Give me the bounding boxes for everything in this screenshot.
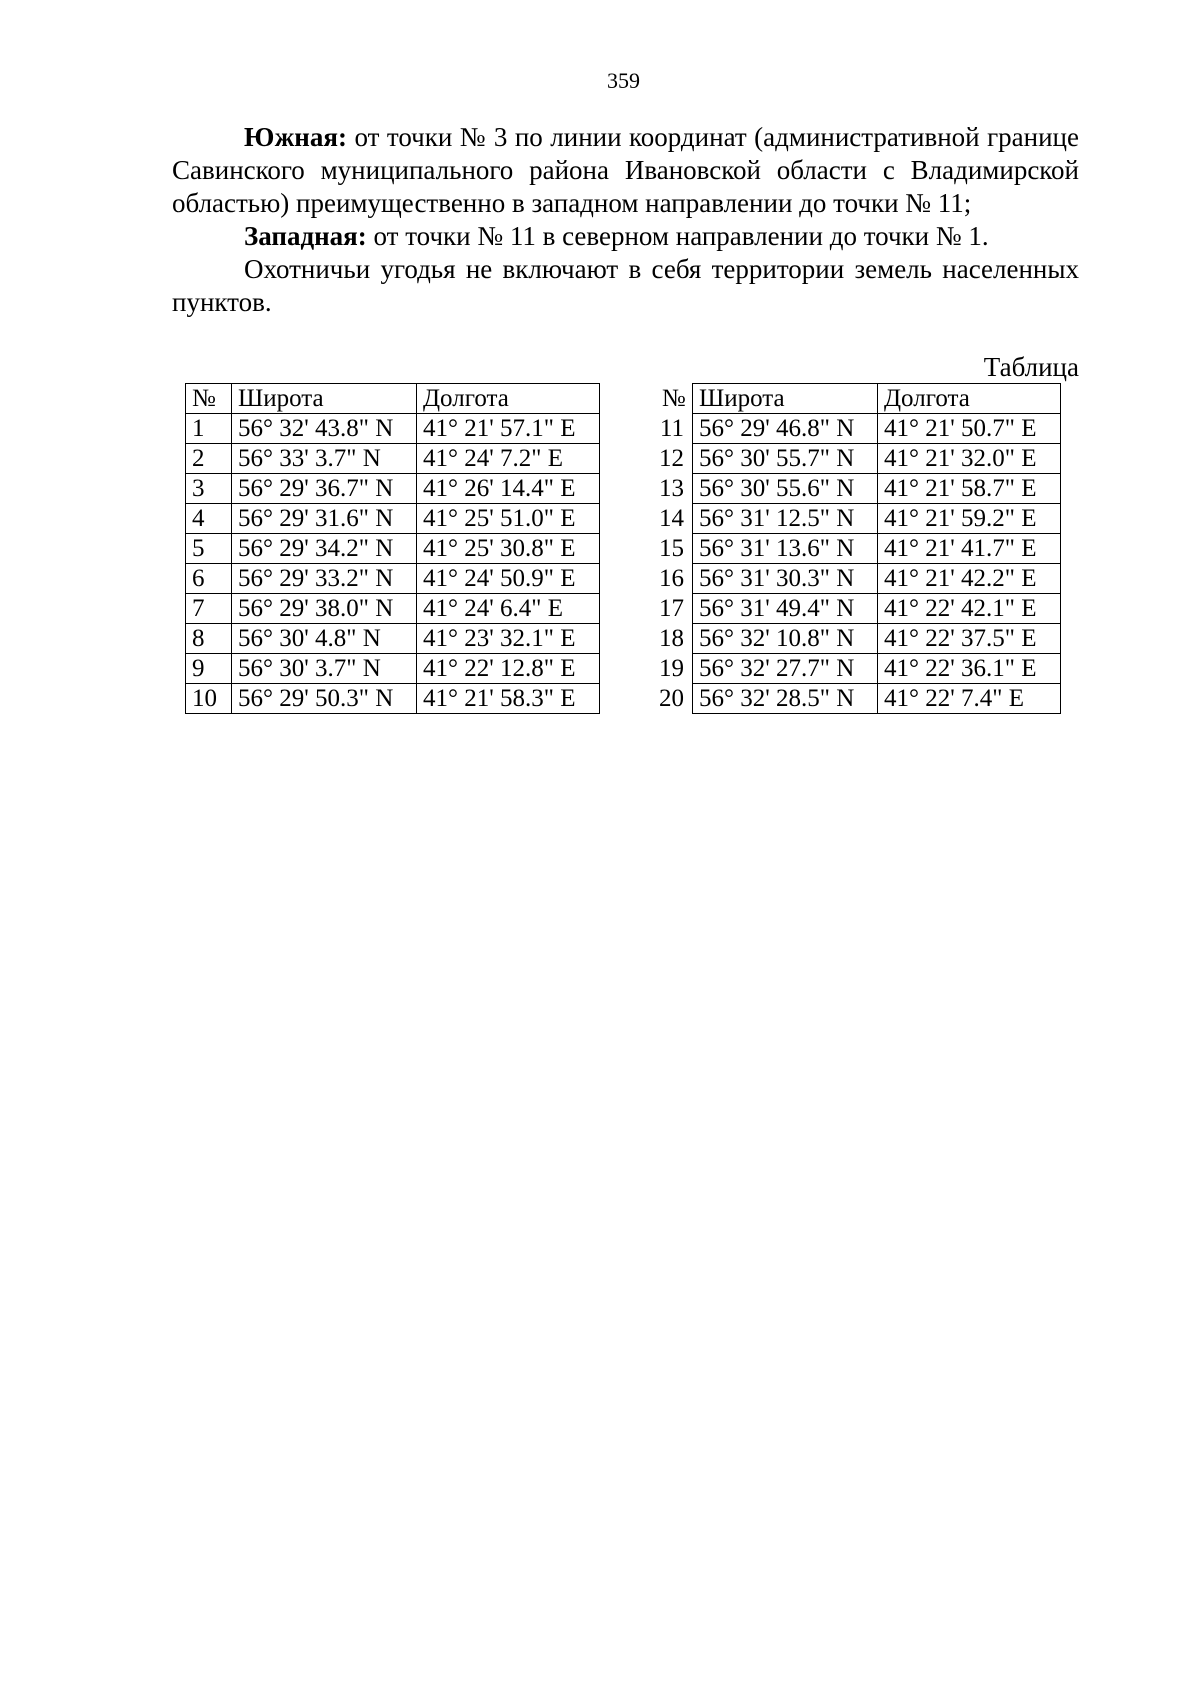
header-latitude: Широта	[232, 384, 417, 414]
table-row	[186, 654, 1061, 684]
cell-latitude: 56° 33' 3.7" N	[232, 444, 417, 474]
table-row	[186, 414, 1061, 444]
cell-latitude: 56° 30' 3.7" N	[232, 654, 417, 684]
table-header-row	[186, 384, 1061, 414]
paragraph-lead: Западная:	[244, 221, 367, 251]
cell-number: 9	[186, 654, 232, 684]
cell-longitude-right: 41° 21' 58.7" E	[878, 474, 1061, 504]
cell-latitude-right: 56° 31' 49.4" N	[693, 594, 878, 624]
cell-number: 2	[186, 444, 232, 474]
table-row	[186, 534, 1061, 564]
header-number-right-label: №	[661, 385, 686, 412]
cell-latitude-right: 56° 32' 27.7" N	[693, 654, 878, 684]
cell-longitude-right: 41° 22' 37.5" E	[878, 624, 1061, 654]
table-row	[186, 564, 1061, 594]
header-latitude-right: Широта	[693, 384, 878, 414]
cell-number-right: 12	[659, 445, 684, 472]
cell-latitude-right: 56° 30' 55.6" N	[693, 474, 878, 504]
table-row	[186, 624, 1061, 654]
cell-number-right: 14	[659, 505, 684, 532]
cell-latitude: 56° 29' 36.7" N	[232, 474, 417, 504]
cell-longitude: 41° 24' 6.4" E	[417, 594, 600, 624]
table-caption: Таблица	[983, 352, 1079, 382]
paragraph-text: от точки № 11 в северном направлении до точки № 1.	[366, 221, 989, 251]
header-longitude: Долгота	[417, 384, 600, 414]
cell-latitude-right: 56° 30' 55.7" N	[693, 444, 878, 474]
page-number: 359	[607, 68, 640, 93]
cell-longitude: 41° 21' 57.1" E	[417, 414, 600, 444]
header-number: №	[186, 384, 232, 414]
cell-longitude: 41° 25' 30.8" E	[417, 534, 600, 564]
table-row	[186, 444, 1061, 474]
cell-number: 5	[186, 534, 232, 564]
cell-latitude: 56° 29' 31.6" N	[232, 504, 417, 534]
paragraph-text: от точки № 3 по линии координат (административной границе Савинского муниципального района Ивановской области с Владимирской областью) преимущественно в западном направлении до точки № 11;	[172, 122, 1079, 218]
cell-number: 10	[186, 684, 232, 714]
cell-longitude: 41° 21' 58.3" E	[417, 684, 600, 714]
cell-number-right: 11	[659, 415, 684, 442]
cell-number-right: 19	[659, 655, 684, 682]
cell-number: 4	[186, 504, 232, 534]
cell-number: 8	[186, 624, 232, 654]
body-text	[172, 121, 1079, 319]
cell-longitude: 41° 22' 12.8" E	[417, 654, 600, 684]
cell-latitude-right: 56° 31' 12.5" N	[693, 504, 878, 534]
table-body	[186, 414, 1061, 714]
cell-number-right: 16	[659, 565, 684, 592]
cell-longitude-right: 41° 21' 32.0" E	[878, 444, 1061, 474]
cell-longitude-right: 41° 21' 59.2" E	[878, 504, 1061, 534]
cell-latitude-right: 56° 32' 28.5" N	[693, 684, 878, 714]
cell-longitude-right: 41° 22' 36.1" E	[878, 654, 1061, 684]
cell-latitude: 56° 29' 33.2" N	[232, 564, 417, 594]
table-row	[186, 684, 1061, 714]
cell-latitude: 56° 32' 43.8" N	[232, 414, 417, 444]
header-longitude-right: Долгота	[878, 384, 1061, 414]
cell-number: 3	[186, 474, 232, 504]
cell-number-right: 15	[659, 535, 684, 562]
table-row	[186, 504, 1061, 534]
cell-number: 6	[186, 564, 232, 594]
cell-longitude: 41° 23' 32.1" E	[417, 624, 600, 654]
cell-number: 7	[186, 594, 232, 624]
cell-latitude-right: 56° 29' 46.8" N	[693, 414, 878, 444]
cell-longitude-right: 41° 21' 42.2" E	[878, 564, 1061, 594]
cell-longitude: 41° 25' 51.0" E	[417, 504, 600, 534]
cell-latitude-right: 56° 31' 13.6" N	[693, 534, 878, 564]
cell-latitude: 56° 29' 34.2" N	[232, 534, 417, 564]
cell-longitude-right: 41° 21' 41.7" E	[878, 534, 1061, 564]
header-number-right	[600, 384, 693, 414]
table-row	[186, 474, 1061, 504]
cell-number-right: 13	[659, 475, 684, 502]
cell-latitude: 56° 29' 38.0" N	[232, 594, 417, 624]
table-row	[186, 594, 1061, 624]
cell-latitude-right: 56° 32' 10.8" N	[693, 624, 878, 654]
cell-number: 1	[186, 414, 232, 444]
cell-longitude: 41° 24' 7.2" E	[417, 444, 600, 474]
coordinates-table	[185, 383, 1061, 714]
cell-number-right: 20	[659, 685, 684, 712]
paragraph-text: Охотничьи угодья не включают в себя территории земель населенных пунктов.	[172, 254, 1079, 317]
paragraph-west	[172, 220, 1079, 253]
cell-longitude-right: 41° 22' 42.1" E	[878, 594, 1061, 624]
cell-longitude-right: 41° 21' 50.7" E	[878, 414, 1061, 444]
cell-number-right: 17	[659, 595, 684, 622]
cell-latitude-right: 56° 31' 30.3" N	[693, 564, 878, 594]
paragraph-hunting-grounds	[172, 253, 1079, 319]
paragraph-south	[172, 121, 1079, 220]
cell-number-right: 18	[659, 625, 684, 652]
cell-longitude: 41° 24' 50.9" E	[417, 564, 600, 594]
cell-latitude: 56° 30' 4.8" N	[232, 624, 417, 654]
cell-longitude-right: 41° 22' 7.4" E	[878, 684, 1061, 714]
cell-latitude: 56° 29' 50.3" N	[232, 684, 417, 714]
cell-longitude: 41° 26' 14.4" E	[417, 474, 600, 504]
paragraph-lead: Южная:	[244, 122, 347, 152]
